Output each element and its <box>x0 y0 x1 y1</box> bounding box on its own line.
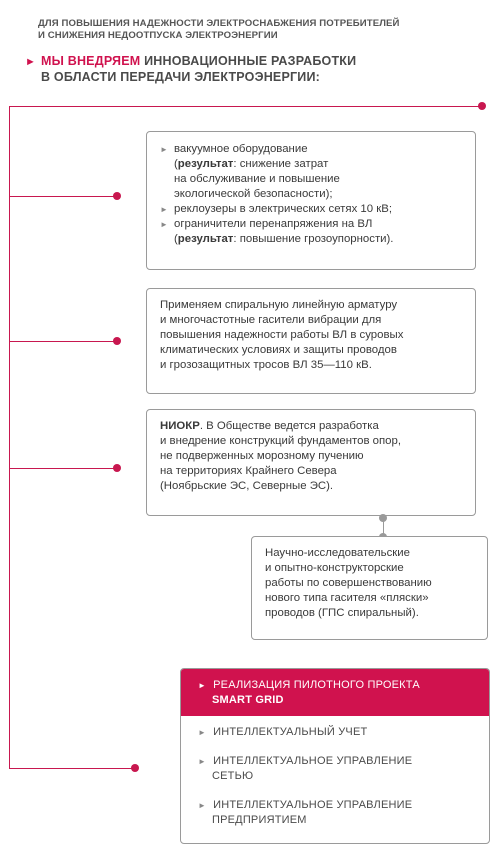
connector-top <box>9 106 482 107</box>
list-item: ► ИНТЕЛЛЕКТУАЛЬНОЕ УПРАВЛЕНИЕ ПРЕДПРИЯТИЕМ <box>198 799 413 826</box>
box-niokr: НИОКР. В Обществе ведется разработка и внедрение конструкций фундаментов опор, не подверженных морозному пучению на территориях Крайнего Севера (Ноябрьские ЭС, Северные ЭС). <box>146 409 476 516</box>
headline-line-2: В ОБЛАСТИ ПЕРЕДАЧИ ЭЛЕКТРОЭНЕРГИИ: <box>41 70 321 84</box>
connector-smart-dot <box>131 764 139 772</box>
headline <box>41 53 481 85</box>
connector-box3-dot-gray <box>379 514 387 522</box>
intro-line-2: И СНИЖЕНИЯ НЕДООТПУСКА ЭЛЕКТРОЭНЕРГИИ <box>38 30 278 41</box>
connector-trunk <box>9 106 10 769</box>
connector-box3-dot <box>113 464 121 472</box>
bullet-icon: ► <box>160 205 168 214</box>
connector-box2 <box>9 341 117 342</box>
list-item: ► реклоузеры в электрических сетях 10 кВ; <box>160 203 393 215</box>
connector-box3 <box>9 468 117 469</box>
intro-text <box>38 18 400 42</box>
connector-box1 <box>9 196 117 197</box>
box-innovations <box>146 131 476 270</box>
connector-top-dot <box>478 102 486 110</box>
connector-smart <box>9 768 135 769</box>
list-item: ► ИНТЕЛЛЕКТУАЛЬНЫЙ УЧЕТ <box>198 726 368 738</box>
intro-line-1: ДЛЯ ПОВЫШЕНИЯ НАДЕЖНОСТИ ЭЛЕКТРОСНАБЖЕНИЯ ПОТРЕБИТЕЛЕЙ <box>38 18 400 29</box>
bullet-icon: ► <box>198 728 207 737</box>
list-item: ► вакуумное оборудование (результат: снижение затрат на обслуживание и повышение экологической безопасности); <box>160 143 340 200</box>
bullet-icon: ► <box>160 145 168 154</box>
box-smart-grid <box>180 668 490 844</box>
bullet-icon: ► <box>198 681 207 690</box>
headline-arrow-icon: ► <box>25 56 36 68</box>
connector-box2-dot <box>113 337 121 345</box>
niokr-label: НИОКР <box>160 420 200 432</box>
smart-grid-highlight: ► РЕАЛИЗАЦИЯ ПИЛОТНОГО ПРОЕКТА SMART GRID <box>181 669 489 716</box>
headline-accent: МЫ ВНЕДРЯЕМ <box>41 54 141 68</box>
box-research: Научно-исследовательские и опытно-конструкторские работы по совершенствованию нового типа гасителя «пляски» проводов (ГПС спиральный). <box>251 536 488 640</box>
headline-rest: ИННОВАЦИОННЫЕ РАЗРАБОТКИ <box>140 54 357 68</box>
bullet-icon: ► <box>198 757 207 766</box>
connector-box1-dot <box>113 192 121 200</box>
bullet-icon: ► <box>160 220 168 229</box>
box-spiral-fittings: Применяем спиральную линейную арматуру и многочастотные гасители вибрации для повышения надежности работы ВЛ в суровых климатических условиях и защиты проводов и грозозащитных тросов ВЛ 35—110 кВ. <box>146 288 476 394</box>
bullet-icon: ► <box>198 801 207 810</box>
list-item: ► ИНТЕЛЛЕКТУАЛЬНОЕ УПРАВЛЕНИЕ СЕТЬЮ <box>198 755 413 782</box>
list-item: ► ограничители перенапряжения на ВЛ (результат: повышение грозоупорности). <box>160 218 394 245</box>
